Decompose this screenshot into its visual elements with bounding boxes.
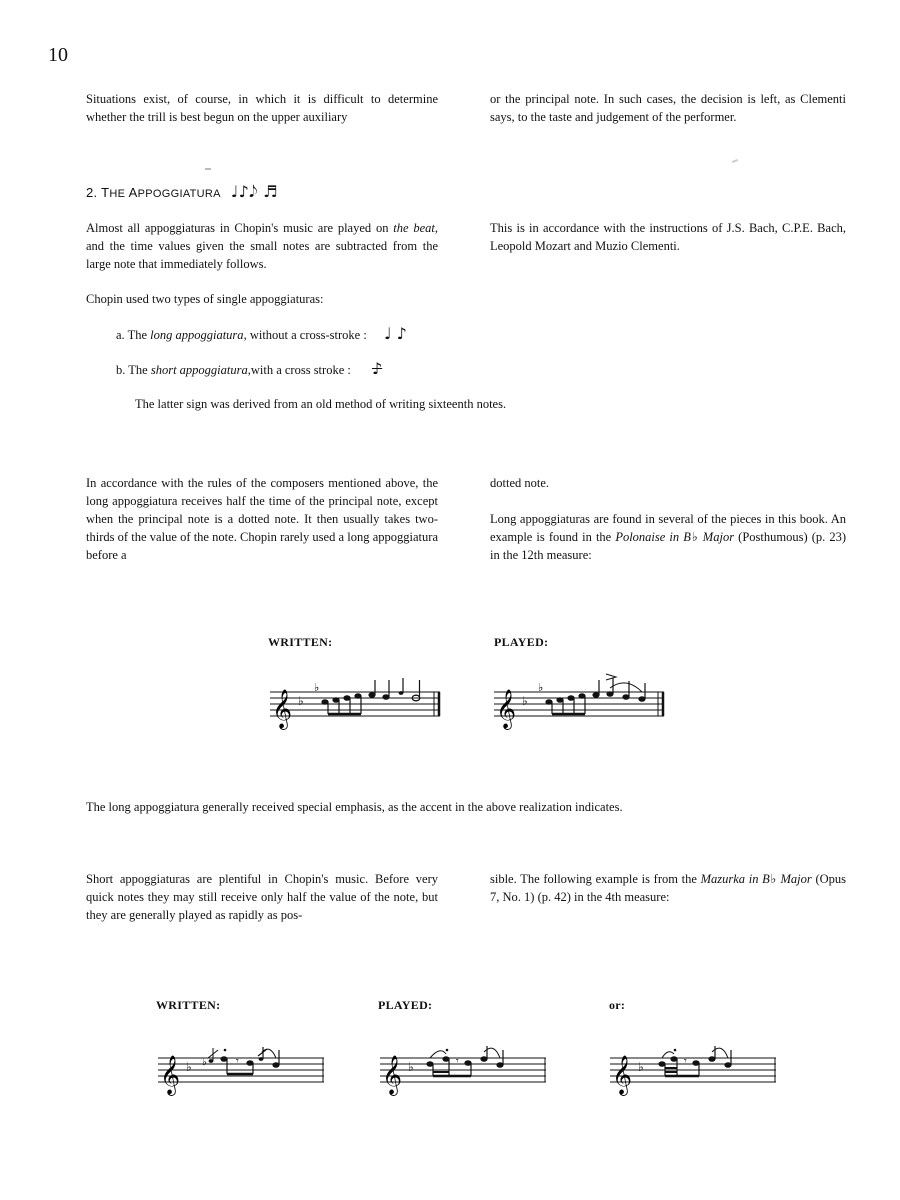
svg-text:𝄾: 𝄾 xyxy=(236,1056,239,1067)
scan-speck xyxy=(205,168,211,170)
latter-sign-text: The latter sign was derived from an old method of writing sixteenth notes. xyxy=(135,397,507,411)
example1-written-staff xyxy=(270,672,442,732)
example2-or-staff xyxy=(610,1038,778,1098)
page-number: 10 xyxy=(48,44,68,66)
example2-written-staff xyxy=(158,1038,326,1098)
para1-left-text: Almost all appoggiaturas in Chopin's music are played on the beat, and the time values given the small notes are subtracted from the large note that immediately follows. xyxy=(86,221,438,271)
svg-text:♭: ♭ xyxy=(638,1060,644,1074)
example1-played-staff xyxy=(494,672,666,732)
svg-text:♭: ♭ xyxy=(538,681,544,694)
section-heading xyxy=(86,182,278,202)
type-a-text: a. The long appoggiatura, without a cross-stroke : ♩ ♪ xyxy=(116,324,407,343)
emphasis-note-text: The long appoggiatura generally received special emphasis, as the accent in the above realization indicates. xyxy=(86,800,623,814)
long-appoggiatura-icon: ♩ ♪ xyxy=(383,324,407,343)
para3-right-text: sible. The following example is from the Mazurka in B♭ Major (Opus 7, No. 1) (p. 42) in the 4th measure: xyxy=(490,872,846,904)
svg-text:♭: ♭ xyxy=(202,1057,207,1068)
svg-text:𝄾: 𝄾 xyxy=(456,1056,459,1067)
svg-text:♭: ♭ xyxy=(298,694,304,708)
svg-text:𝄾: 𝄾 xyxy=(684,1056,687,1067)
example2-played-staff xyxy=(380,1038,548,1098)
svg-text:𝄞: 𝄞 xyxy=(496,689,517,729)
svg-text:♭: ♭ xyxy=(522,694,528,708)
types-intro-text: Chopin used two types of single appoggiaturas: xyxy=(86,292,324,306)
example2-written-label: WRITTEN: xyxy=(156,998,221,1012)
svg-text:𝄞: 𝄞 xyxy=(382,1055,403,1095)
section-number: 2. xyxy=(86,185,98,200)
svg-text:𝄞: 𝄞 xyxy=(272,689,293,729)
para2-right-text: dotted note. Long appoggiaturas are found in several of the pieces in this book. An example is found in the Polonaise in B♭ Major (Posthumous) (p. 23) in the 12th measure: xyxy=(490,476,847,562)
scan-speck xyxy=(732,159,738,163)
intro-right-text: or the principal note. In such cases, the decision is left, as Clementi says, to the taste and judgement of the performer. xyxy=(490,92,846,124)
example1-played-label: PLAYED: xyxy=(494,635,549,649)
short-appoggiatura-icon: ♪ xyxy=(371,359,383,378)
example2-or-label: or: xyxy=(609,998,626,1012)
svg-text:𝄞: 𝄞 xyxy=(612,1055,633,1095)
para1-right-text: This is in accordance with the instructions of J.S. Bach, C.P.E. Bach, Leopold Mozart and Muzio Clementi. xyxy=(490,221,846,253)
svg-text:♭: ♭ xyxy=(186,1060,192,1074)
svg-text:♭: ♭ xyxy=(408,1060,414,1074)
svg-text:♭: ♭ xyxy=(314,681,320,694)
note-symbols-icon: ♩♪𝅘𝅥𝅮 ♬ xyxy=(230,182,278,201)
svg-text:𝄞: 𝄞 xyxy=(160,1055,181,1095)
example1-written-label: WRITTEN: xyxy=(268,635,333,649)
intro-left-text: Situations exist, of course, in which it is difficult to determine whether the trill is best begun on the upper auxiliary xyxy=(86,92,438,124)
type-b-text: b. The short appoggiatura,with a cross stroke : ♪ xyxy=(116,359,383,378)
section-title: THE APPOGGIATURA xyxy=(101,185,221,200)
para2-left-text: In accordance with the rules of the composers mentioned above, the long appoggiatura receives half the time of the principal note, except when the principal note is a dotted note. It then usually takes two-thirds of the value of the note. Chopin rarely used a long appoggiatura before a xyxy=(86,476,438,562)
example2-played-label: PLAYED: xyxy=(378,998,433,1012)
para3-left-text: Short appoggiaturas are plentiful in Chopin's music. Before very quick notes they may still receive only half the value of the note, but they are generally played as rapidly as pos- xyxy=(86,872,438,922)
